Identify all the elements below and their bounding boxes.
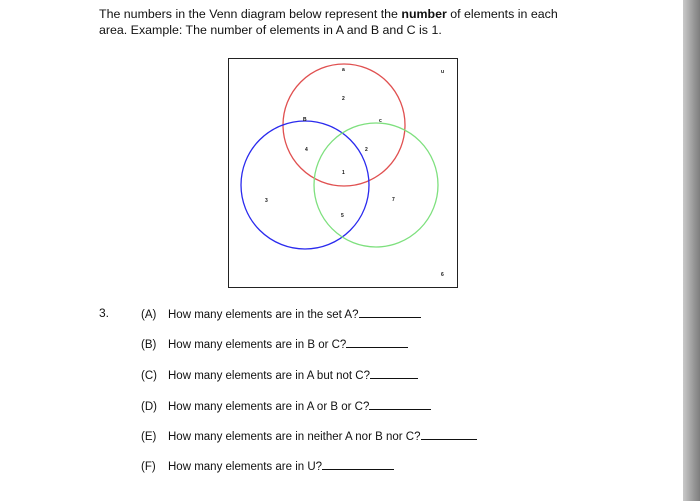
question-letter: (D)	[141, 401, 157, 413]
count-a-b: 4	[305, 147, 308, 153]
label-a: a	[342, 67, 345, 73]
page-edge-shadow	[683, 0, 700, 501]
question-letter: (C)	[141, 370, 157, 382]
answer-blank[interactable]	[322, 458, 394, 470]
question-d	[141, 398, 431, 413]
instructions-text-2: of elements in each area. Example: The number of elements in A and B and C is 1.	[99, 7, 558, 37]
question-letter: (A)	[141, 309, 157, 321]
count-c-only: 7	[392, 197, 395, 203]
question-text: How many elements are in A but not C?	[168, 370, 370, 382]
answer-blank[interactable]	[359, 306, 421, 318]
problem-number: 3.	[99, 306, 110, 320]
instructions	[99, 7, 579, 38]
circle-a	[283, 64, 405, 186]
question-c	[141, 367, 418, 382]
count-outside: 6	[441, 272, 444, 278]
answer-blank[interactable]	[421, 428, 477, 440]
count-b-only: 3	[265, 198, 268, 204]
circle-b	[241, 121, 369, 249]
instructions-bold: number	[401, 7, 447, 21]
question-text: How many elements are in the set A?	[168, 309, 359, 321]
answer-blank[interactable]	[369, 398, 431, 410]
count-a-b-c: 1	[342, 170, 345, 176]
question-text: How many elements are in A or B or C?	[168, 401, 370, 413]
label-c: c	[379, 118, 382, 124]
answer-blank[interactable]	[370, 367, 418, 379]
question-b	[141, 336, 408, 351]
question-f	[141, 458, 394, 473]
question-text: How many elements are in neither A nor B nor C?	[168, 431, 421, 443]
label-b: B	[303, 117, 307, 123]
question-e	[141, 428, 477, 443]
question-text: How many elements are in U?	[168, 461, 323, 473]
question-text: How many elements are in B or C?	[168, 339, 347, 351]
answer-blank[interactable]	[346, 336, 408, 348]
count-a-only: 2	[342, 96, 345, 102]
instructions-text-1: The numbers in the Venn diagram below represent the	[99, 7, 402, 21]
venn-diagram	[228, 58, 458, 288]
question-letter: (F)	[141, 461, 156, 473]
question-letter: (E)	[141, 431, 157, 443]
count-b-c: 5	[341, 213, 344, 219]
question-a	[141, 306, 421, 321]
count-a-c: 2	[365, 147, 368, 153]
question-letter: (B)	[141, 339, 157, 351]
label-u: u	[441, 69, 445, 75]
